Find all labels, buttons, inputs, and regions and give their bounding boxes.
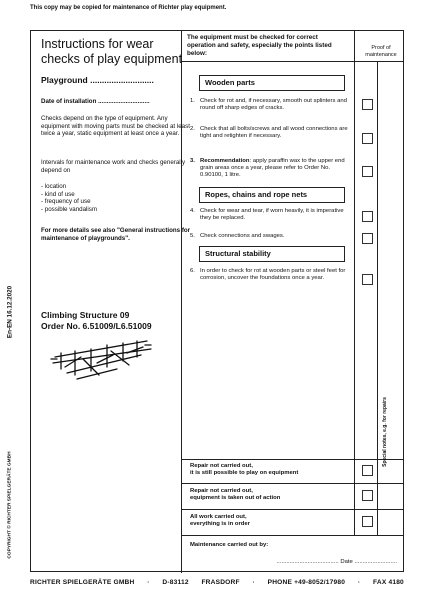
footer-postcode: D-83112: [162, 579, 189, 586]
repair-line-2: everything is in order: [190, 521, 250, 528]
factors-list: [41, 183, 191, 213]
proof-checkbox-4[interactable]: [362, 211, 373, 222]
item-number: 1.: [190, 98, 195, 104]
repair-checkbox-1[interactable]: [362, 465, 373, 476]
installation-date-field[interactable]: Date of installation ..............................: [41, 98, 150, 105]
list-item: - kind of use: [41, 191, 191, 199]
product-name: Climbing Structure 09: [41, 310, 130, 320]
special-notes-text: Special notes, e.g. for repairs: [382, 397, 388, 467]
proof-checkbox-5[interactable]: [362, 233, 373, 244]
side-date: [3, 282, 17, 342]
divider-notes: [377, 61, 378, 535]
item-number: 3.: [190, 158, 195, 164]
item-number: 5.: [190, 233, 195, 239]
top-note: This copy may be copied for maintenance of Richter play equipment.: [30, 5, 227, 11]
checks-paragraph: Checks depend on the type of equipment. Any equipment with moving parts must be checked at least twice a year, static equipment at least once a year.: [41, 115, 190, 138]
details-note: For more details see also "General instructions for maintenance of playgrounds".: [41, 227, 191, 242]
repair-rule-2: [181, 483, 404, 484]
recommendation-text: : apply paraffin wax to the upper end grain areas once a year, please refer to Order No. 0.90100, 1 litre.: [200, 158, 345, 179]
repair-checkbox-2[interactable]: [362, 490, 373, 501]
order-number: Order No. 6.51009/L6.51009: [41, 320, 152, 331]
list-item: - location: [41, 183, 191, 191]
repair-rule-3: [181, 509, 404, 510]
check-item-6: [190, 268, 348, 282]
proof-checkbox-1[interactable]: [362, 99, 373, 110]
footer-phone: PHONE +49-8052/17980: [267, 579, 346, 586]
proof-checkbox-6[interactable]: [362, 274, 373, 285]
playground-field[interactable]: Playground ...........................: [41, 75, 154, 85]
item-number: 2.: [190, 126, 195, 132]
check-item-5: [190, 233, 348, 240]
list-item: - frequency of use: [41, 198, 191, 206]
check-item-2: [190, 126, 348, 140]
recommendation-label: Recommendation: [200, 158, 250, 164]
list-item: - possible vandalism: [41, 206, 191, 214]
item-text: Check that all bolts/screws and all wood connections are tight and retighten if necessary.: [200, 126, 348, 140]
repair-line-2: equipment is taken out of action: [190, 495, 281, 502]
check-item-1: [190, 98, 348, 112]
side-copyright: [3, 440, 17, 570]
side-date-text: En-EN 16.12.2020: [6, 285, 14, 339]
section-ropes-chains: Ropes, chains and rope nets: [199, 187, 345, 203]
item-number: 4.: [190, 208, 195, 214]
item-text: Check connections and swages.: [200, 233, 285, 239]
repair-option-all-done: [190, 514, 350, 529]
repair-line-2: it is still possible to play on equipment: [190, 470, 299, 477]
item-text: Check for wear and tear, if worn heavily, it is imperative they be replaced.: [200, 208, 344, 222]
form-frame: [30, 30, 404, 572]
proof-of-maintenance-label: Proof of maintenance: [365, 45, 397, 58]
section-structural-stability: Structural stability: [199, 246, 345, 262]
proof-checkbox-3[interactable]: [362, 166, 373, 177]
special-notes-label: [379, 377, 391, 487]
footer-company: RICHTER SPIELGERÄTE GMBH: [30, 579, 135, 586]
footer-city: FRASDORF: [201, 579, 240, 586]
section-wooden-parts: Wooden parts: [199, 75, 345, 91]
check-item-4: [190, 208, 348, 222]
check-item-3: [190, 158, 348, 180]
footer: [30, 579, 404, 586]
side-copyright-text: COPYRIGHT © RICHTER SPIELGERÄTE GMBH: [7, 451, 13, 559]
intervals-paragraph: Intervals for maintenance work and checks generally depend on: [41, 159, 186, 174]
repair-line-1: Repair not carried out,: [190, 488, 253, 494]
footer-fax: FAX 4180: [373, 579, 404, 586]
item-text: Check for rot and, if necessary, smooth out splinters and round off sharp edges of cracks.: [200, 98, 347, 112]
repair-line-1: All work carried out,: [190, 514, 247, 520]
header-rule: [181, 61, 404, 62]
divider-left: [181, 31, 182, 573]
item-text: In order to check for rot at wooden parts or steel feet for corrosion, uncover the foundations once a year.: [200, 268, 346, 282]
footer-separator: ·: [252, 579, 255, 586]
repair-rule-1: [181, 459, 404, 460]
maintenance-by-label: Maintenance carried out by:: [190, 542, 269, 548]
title-line-1: Instructions for wear: [41, 37, 154, 51]
product-info: [41, 310, 191, 331]
repair-checkbox-3[interactable]: [362, 516, 373, 527]
footer-separator: ·: [147, 579, 150, 586]
item-number: 6.: [190, 268, 195, 274]
repair-option-out-of-action: [190, 488, 350, 503]
title-line-2: checks of play equipment: [41, 52, 183, 66]
repair-option-playable: [190, 463, 350, 478]
repair-line-1: Repair not carried out,: [190, 463, 253, 469]
maintenance-date-field[interactable]: ...................................... Date ..........................: [276, 559, 397, 565]
repair-rule-4: [181, 535, 404, 536]
item-text: [200, 158, 348, 180]
footer-separator: ·: [357, 579, 361, 586]
page-title: [41, 37, 191, 67]
proof-checkbox-2[interactable]: [362, 133, 373, 144]
header-instructions: The equipment must be checked for correct operation and safety, especially the points listed below:: [187, 34, 332, 57]
climbing-structure-sketch: [47, 329, 157, 389]
